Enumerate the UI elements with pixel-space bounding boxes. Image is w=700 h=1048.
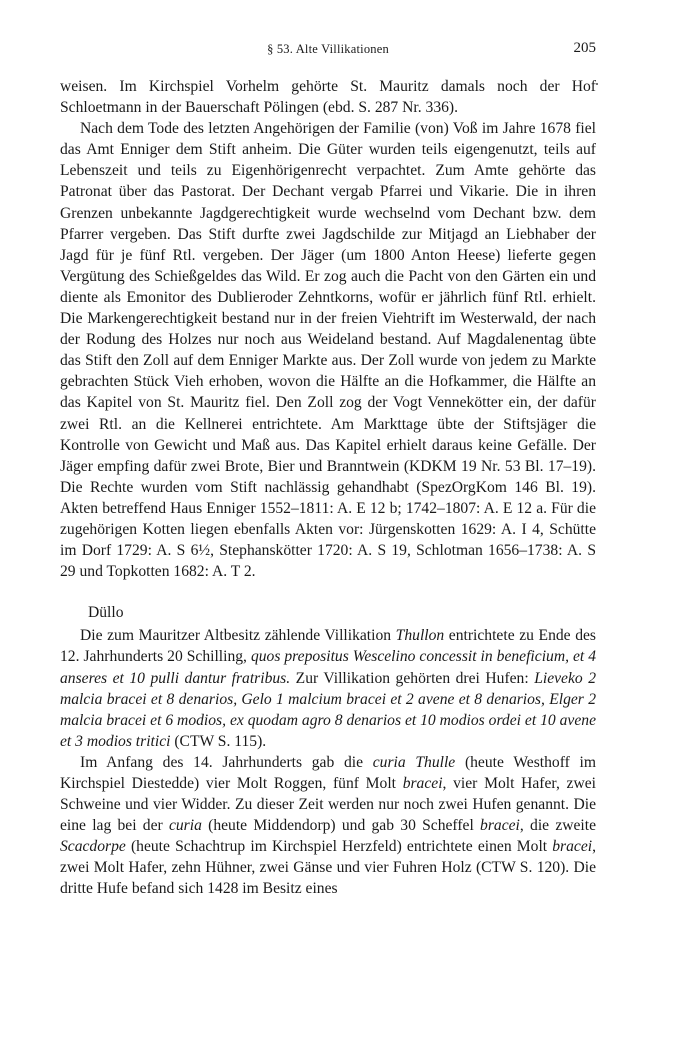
text-run: , die zweite xyxy=(519,817,597,835)
text-run: , vier Molt Hafer, zwei Schweine und vier Widder. Zu dieser Zeit werden nur noch zwei Hufen genannt. Die eine lag bei der xyxy=(60,775,596,835)
italic-text: Lieveko 2 malcia bracei et 8 denarios, Gelo 1 malcium bracei et 2 avene et 8 denarios, Elger 2 malcia bracei et 6 modios, ex quodam agro 8 denarios et 10 modios ordei et 10 avene et 3 modios tritici xyxy=(60,669,596,750)
margin-speck xyxy=(596,83,598,85)
text-run: weisen. Im Kirchspiel Vorhelm gehörte St. Mauritz damals noch der Hof Schloetmann in der Bauerschaft Pölingen (ebd. S. 287 Nr. 336). xyxy=(60,78,596,117)
text-run: Zur Villikation gehörten drei Hufen: xyxy=(290,669,535,687)
italic-text: bracei xyxy=(480,817,520,835)
paragraph-villikation xyxy=(60,625,596,752)
italic-text: Scacdorpe xyxy=(60,838,126,856)
page-header xyxy=(60,36,596,62)
text-run: Im Anfang des 14. Jahrhunderts gab die xyxy=(80,753,373,771)
text-run: Die zum Mauritzer Altbesitz zählende Villikation xyxy=(80,627,396,645)
section-heading-duello: Düllo xyxy=(88,604,124,622)
text-run: Nach dem Tode des letzten Angehörigen der Familie (von) Voß im Jahre 1678 fiel das Amt Enniger dem Stift anheim. Die Güter wurden teils eigengenutzt, teils auf Lebenszeit und teils zu Eigenhörigenrecht verpachtet. Zum Amte gehörte das Patronat über das Pastorat. Der Dechant vergab Pfarrei und Vikarie. Die in ihren Grenzen unbekannte Jagdgerechtigkeit wurde wechselnd vom Dechant bzw. dem Pfarrer vergeben. Das Stift durfte zwei Jagdschilde zur Mitjagd an Liebhaber der Jagd für je fünf Rtl. vergeben. Der Jäger (um 1800 Anton Heese) lieferte gegen Vergütung des Schießgeldes das Wild. Er zog auch die Pacht von den Gärten ein und diente als Emonitor des Dublieroder Zehntkorns, wofür er jährlich fünf Rtl. erhielt. Die Markengerechtigkeit bestand nur in der freien Viehtrift im Westerwald, der nach der Rodung des Holzes nur noch aus Weideland bestand. Auf Magdalenentag übte das Stift den Zoll auf dem Enniger Markte aus. Der Zoll wurde von jedem zu Markte gebrachten Stück Vieh erhoben, wovon die Hälfte an die Hofkammer, die Hälfte an das Kapitel von St. Mauritz fiel. Den Zoll zog der Vogt Vennekötter ein, der dafür zwei Rtl. an die Kellnerei entrichtete. Am Markttage übte der Stiftsjäger die Kontrolle von Gewicht und Maß aus. Das Kapitel erhielt daraus keine Gefälle. Der Jäger empfing dafür zwei Brote, Bier und Branntwein (KDKM 19 Nr. 53 Bl. 17–19). Die Rechte wurden vom Stift nachlässig gehandhabt (SpezOrgKom 146 Bl. 19). Akten betreffend Haus Enniger 1552–1811: A. E 12 b; 1742–1807: A. E 12 a. Für die zugehörigen Kotten liegen ebenfalls Akten vor: Jürgenskotten 1629: A. I 4, Schütte im Dorf 1729: A. S 6½, Stephanskötter 1720: A. S 19, Schlotman 1656–1738: A. S 29 und Topkotten 1682: A. T 2. xyxy=(60,120,596,581)
italic-text: bracei xyxy=(552,838,593,856)
text-run: entrichtete zu Ende des 12. Jahrhunderts 20 Schilling, xyxy=(60,627,596,666)
text-run: , zwei Molt Hafer, zehn Hühner, zwei Gänse und vier Fuhren Holz (CTW S. 120). Die dritte Hufe befand sich 1428 im Besitz eines xyxy=(60,838,596,898)
main-text xyxy=(60,76,596,582)
book-page xyxy=(60,36,596,900)
paragraph-enniger xyxy=(60,118,596,582)
text-run: (CTW S. 115). xyxy=(170,732,267,750)
section-text-duello xyxy=(60,625,596,899)
paragraph-14th-century xyxy=(60,752,596,900)
italic-text: quos prepositus Wescelino concessit in beneficium, et 4 anseres et 10 pulli dantur fratribus. xyxy=(60,648,597,687)
text-run: (heute Middendorp) und gab 30 Scheffel xyxy=(201,817,481,835)
italic-text: Thullon xyxy=(395,627,445,645)
italic-text: bracei xyxy=(402,775,443,792)
italic-text: curia xyxy=(168,817,202,835)
text-run: (heute Schachtrup im Kirchspiel Herzfeld) entrichtete einen Molt xyxy=(125,838,553,856)
paragraph-continuation xyxy=(60,76,596,118)
page-number: 205 xyxy=(573,40,596,56)
italic-text: curia Thulle xyxy=(372,753,456,771)
text-run: (heute Westhoff im Kirchspiel Diestedde) vier Molt Roggen, fünf Molt xyxy=(60,753,597,792)
running-head: § 53. Alte Villikationen xyxy=(267,42,389,56)
